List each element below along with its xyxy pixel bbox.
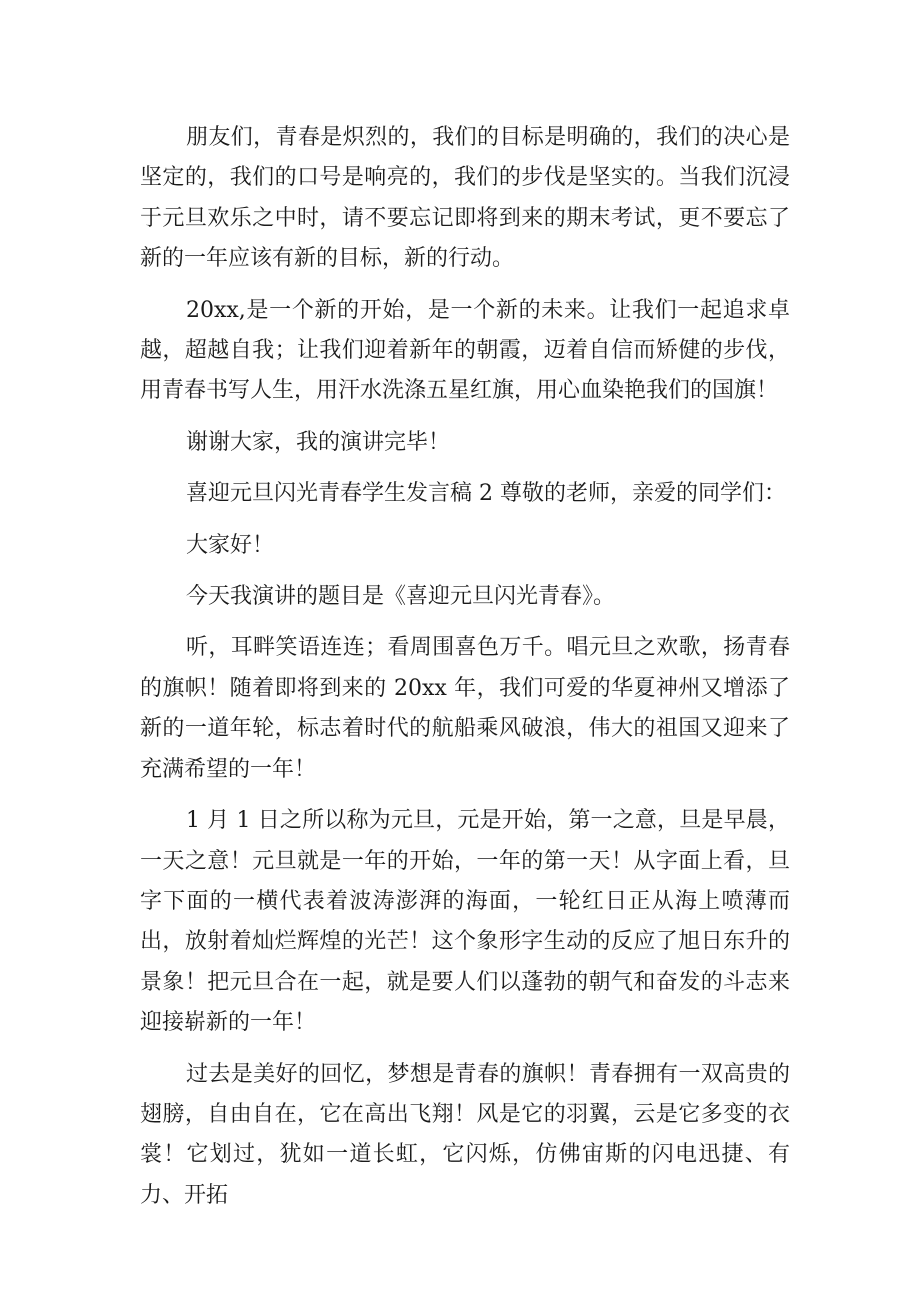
- paragraph-2: 20xx,是一个新的开始，是一个新的未来。让我们一起追求卓越，超越自我；让我们迎着新年的朝霞，迈着自信而矫健的步伐，用青春书写人生，用汗水洗涤五星红旗，用心血染艳我们的国旗！: [140, 297, 790, 404]
- paragraph-3: 谢谢大家，我的演讲完毕！: [186, 429, 451, 455]
- paragraph-7: 听，耳畔笑语连连；看周围喜色万千。唱元旦之欢歌，扬青春的旗帜！随着即将到来的 20xx 年，我们可爱的华夏神州又增添了新的一道年轮，标志着时代的航船乘风破浪，伟大的祖国又迎来了充满希望的一年！: [140, 635, 790, 782]
- paragraph-8: 1 月 1 日之所以称为元旦，元是开始，第一之意，旦是早晨，一天之意！元旦就是一年的开始，一年的第一天！从字面上看，旦字下面的一横代表着波涛澎湃的海面，一轮红日正从海上喷薄而出，放射着灿烂辉煌的光芒！这个象形字生动的反应了旭日东升的景象！把元旦合在一起，就是要人们以蓬勃的朝气和奋发的斗志来迎接崭新的一年！: [140, 808, 790, 1036]
- paragraph-5: 大家好！: [186, 532, 275, 558]
- paragraph-1: 朋友们，青春是炽烈的，我们的目标是明确的，我们的决心是坚定的，我们的口号是响亮的，我们的步伐是坚实的。当我们沉浸于元旦欢乐之中时，请不要忘记即将到来的期末考试，更不要忘了新的一年应该有新的目标，新的行动。: [140, 125, 790, 272]
- paragraph-6: 今天我演讲的题目是《喜迎元旦闪光青春》。: [186, 584, 616, 610]
- paragraph-9: 过去是美好的回忆，梦想是青春的旗帜！青春拥有一双高贵的翅膀，自由自在，它在高出飞翔！风是它的羽翼，云是它多变的衣裳！它划过，犹如一道长虹，它闪烁，仿佛宙斯的闪电迅捷、有力、开拓: [140, 1061, 790, 1208]
- document-body: [140, 118, 790, 1227]
- paragraph-4: 喜迎元旦闪光青春学生发言稿 2 尊敬的老师，亲爱的同学们：: [186, 481, 786, 507]
